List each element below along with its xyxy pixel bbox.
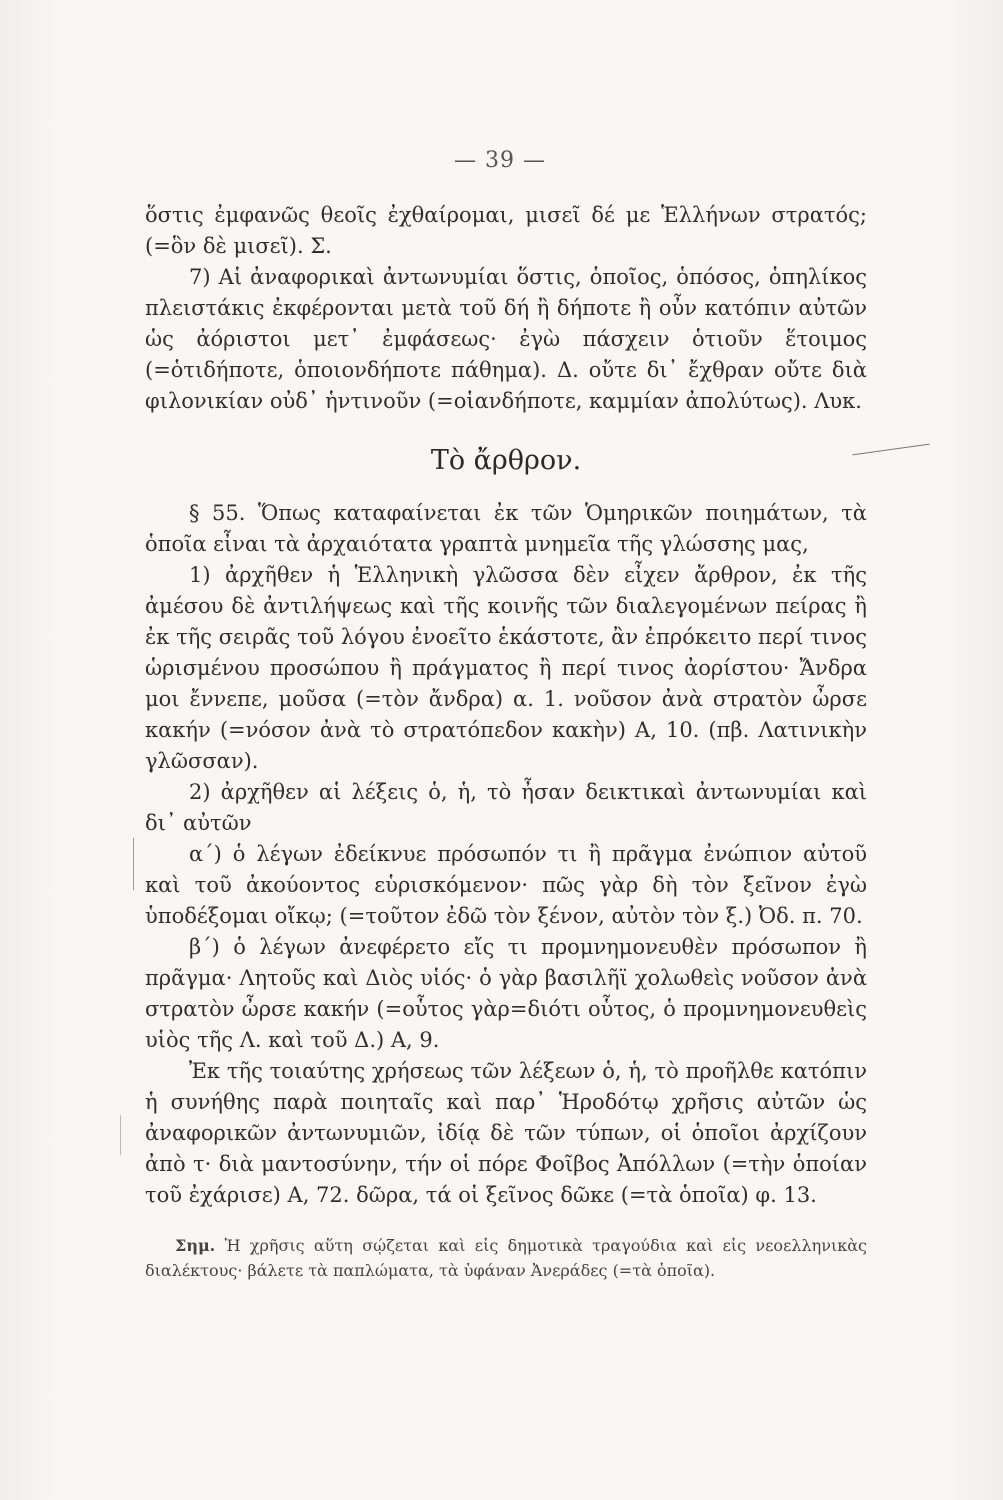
section-relative-use: Ἐκ τῆς τοιαύτης χρήσεως τῶν λέξεων ὁ, ἡ, τὸ προῆλθε κατόπιν ἡ συνήθης παρὰ ποιηταῖς καὶ παρ᾿ Ἡροδότῳ χρῆσις αὐτῶν ὡς ἀναφορικῶν ἀντωνυμιῶν, ἰδίᾳ δὲ τῶν τύπων, οἱ ὁποῖοι ἀρχίζουν ἀπὸ τ· διὰ μαντοσύνην, τήν οἱ πόρε Φοῖβος Ἀπόλλων (=τὴν ὁποίαν τοῦ ἐχάρισε) Α, 72. δῶρα, τά οἱ ξεῖνος δῶκε (=τὰ ὁποῖα) φ. 13. [145,1059,867,1207]
margin-bracket-mark [120,1115,121,1155]
section-heading: Τὸ ἄρθρον. [430,445,582,476]
footnote [145,1233,867,1283]
section-55-intro: § 55. Ὅπως καταφαίνεται ἐκ τῶν Ὁμηρικῶν ποιημάτων, τὰ ὁποῖα εἶναι τὰ ἀρχαιότατα γραπτὰ μνημεῖα τῆς γλώσσης μας, [145,501,867,556]
footnote-text: Ἡ χρῆσις αὕτη σῴζεται καὶ εἰς δημοτικὰ τραγούδια καὶ εἰς νεοελληνικὰς διαλέκτους· βάλετε τὰ παπλώματα, τὰ ὑφάναν Ἀνεράδες (=τὰ ὁποῖα). [145,1236,867,1280]
section-point-2: 2) ἀρχῆθεν αἱ λέξεις ὁ, ἡ, τὸ ἦσαν δεικτικαὶ ἀντωνυμίαι καὶ δι᾿ αὐτῶν [145,780,867,835]
margin-bracket-mark [133,838,134,890]
section-point-2a: α΄) ὁ λέγων ἐδείκνυε πρόσωπόν τι ἢ πρᾶγμα ἐνώπιον αὐτοῦ καὶ τοῦ ἀκούοντος εὑρισκόμενον· πῶς γὰρ δὴ τὸν ξεῖνον ἐγὼ ὑποδέξομαι οἴκῳ; (=τοῦτον ἐδῶ τὸν ξένον, αὐτὸν τὸν ξ.) Ὀδ. π. 70. [145,842,867,928]
section-point-2b: β΄) ὁ λέγων ἀνεφέρετο εἴς τι προμνημονευθὲν πρόσωπον ἢ πρᾶγμα· Λητοῦς καὶ Διὸς υἱός· ὁ γὰρ βασιλῆϊ χολωθεὶς νοῦσον ἀνὰ στρατὸν ὦρσε κακήν (=οὗτος γὰρ=διότι οὗτος, ὁ προμνημονευθεὶς υἱὸς τῆς Λ. καὶ τοῦ Δ.) Α, 9. [145,935,867,1052]
paragraph-item-7: 7) Αἱ ἀναφορικαὶ ἀντωνυμίαι ὅστις, ὁποῖος, ὁπόσος, ὁπηλίκος πλειστάκις ἐκφέρονται μετὰ τοῦ δή ἢ δήποτε ἢ οὖν κατόπιν αὐτῶν ὡς ἀόριστοι μετ᾿ ἐμφάσεως· ἐγὼ πάσχειν ὁτιοῦν ἕτοιμος (=ὁτιδήποτε, ὁποιονδήποτε πάθημα). Δ. οὔτε δι᾿ ἔχθραν οὔτε διὰ φιλονικίαν οὐδ᾿ ἡντινοῦν (=οἱανδήποτε, καμμίαν ἀπολύτως). Λυκ. [145,265,867,413]
paragraph-continuation: ὅστις ἐμφανῶς θεοῖς ἐχθαίρομαι, μισεῖ δέ με Ἑλλήνων στρατός; (=ὃν δὲ μισεῖ). Σ. [145,203,867,258]
page-body [145,200,867,1283]
section-point-1: 1) ἀρχῆθεν ἡ Ἑλληνικὴ γλῶσσα δὲν εἶχεν ἄρθρον, ἐκ τῆς ἀμέσου δὲ ἀντιλήψεως καὶ τῆς κοινῆς τῶν διαλεγομένων πείρας ἢ ἐκ τῆς σειρᾶς τοῦ λόγου ἐνοεῖτο ἑκάστοτε, ἂν ἐπρόκειτο περί τινος ὡρισμένου προσώπου ἢ πράγματος ἢ περί τινος ἀορίστου· Ἄνδρα μοι ἔννεπε, μοῦσα (=τὸν ἄνδρα) α. 1. νοῦσον ἀνὰ στρατὸν ὦρσε κακήν (=νόσον ἀνὰ τὸ στρατόπεδον κακὴν) Α, 10. (πβ. Λατινικὴν γλῶσσαν). [145,563,867,773]
page-number: — 39 — [454,148,546,173]
footnote-label: Σημ. [175,1236,216,1255]
